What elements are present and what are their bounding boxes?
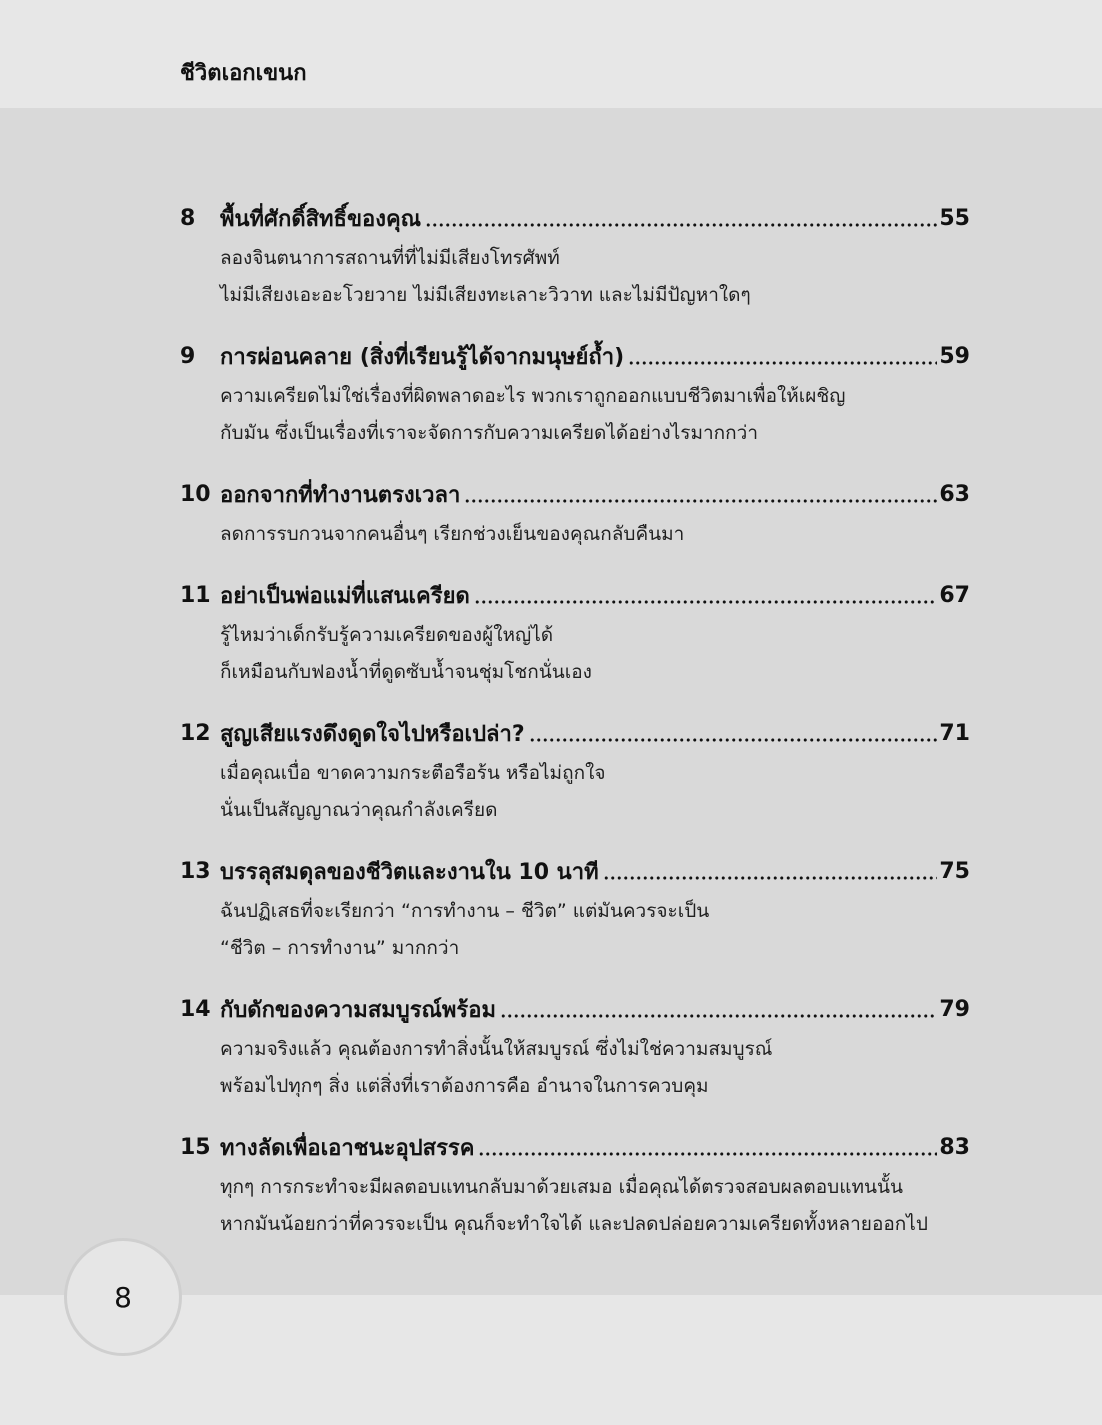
book-title: ชีวิตเอกเขนก (180, 61, 307, 86)
page-number-badge (64, 1238, 182, 1356)
toc-entry-heading (180, 849, 970, 893)
page-reference: 63 (939, 481, 970, 507)
dot-leader (628, 360, 937, 366)
page-reference: 67 (939, 582, 970, 608)
chapter-number: 10 (180, 481, 211, 507)
toc-entry[interactable] (180, 849, 970, 967)
page-reference: 59 (939, 343, 970, 369)
chapter-summary-line: “ชีวิต – การทำงาน” มากกว่า (220, 937, 460, 959)
chapter-summary-line: ลองจินตนาการสถานที่ที่ไม่มีเสียงโทรศัพท์ (220, 247, 560, 269)
chapter-title: ออกจากที่ทำงานตรงเวลา (220, 482, 461, 508)
chapter-summary-line: ก็เหมือนกับฟองน้ำที่ดูดซับน้ำจนชุ่มโชกนั่นเอง (220, 661, 592, 683)
chapter-title: อย่าเป็นพ่อแม่ที่แสนเครียด (220, 583, 470, 609)
chapter-title: กับดักของความสมบูรณ์พร้อม (220, 997, 496, 1023)
chapter-summary-line: พร้อมไปทุกๆ สิ่ง แต่สิ่งที่เราต้องการคือ อำนาจในการควบคุม (220, 1075, 709, 1097)
page-reference: 75 (939, 858, 970, 884)
chapter-summary-line: ลดการรบกวนจากคนอื่นๆ เรียกช่วงเย็นของคุณกลับคืนมา (220, 523, 685, 545)
chapter-summary-line: เมื่อคุณเบื่อ ขาดความกระตือรือร้น หรือไม่ถูกใจ (220, 762, 606, 784)
chapter-number: 9 (180, 343, 196, 369)
toc-entry-heading (180, 196, 970, 240)
toc-entry-heading (180, 573, 970, 617)
toc-entry[interactable] (180, 196, 970, 314)
chapter-title: บรรลุสมดุลของชีวิตและงานใน 10 นาที (220, 859, 599, 885)
toc-entry-heading (180, 334, 970, 378)
page-reference: 79 (939, 996, 970, 1022)
dot-leader (603, 875, 938, 881)
dot-leader (464, 498, 937, 504)
chapter-summary-line: รู้ไหมว่าเด็กรับรู้ความเครียดของผู้ใหญ่ได้ (220, 624, 554, 646)
chapter-summary-line: ทุกๆ การกระทำจะมีผลตอบแทนกลับมาด้วยเสมอ เมื่อคุณได้ตรวจสอบผลตอบแทนนั้น (220, 1176, 903, 1198)
chapter-summary-line: กับมัน ซึ่งเป็นเรื่องที่เราจะจัดการกับความเครียดได้อย่างไรมากกว่า (220, 422, 759, 444)
chapter-title: สูญเสียแรงดึงดูดใจไปหรือเปล่า? (220, 721, 525, 747)
toc-entry-heading (180, 472, 970, 516)
header-band (0, 0, 1102, 108)
chapter-title: ทางลัดเพื่อเอาชนะอุปสรรค (220, 1135, 475, 1161)
toc-entry[interactable] (180, 573, 970, 691)
toc-entry-heading (180, 1125, 970, 1169)
page-reference: 71 (939, 720, 970, 746)
chapter-number: 13 (180, 858, 211, 884)
chapter-title: พื้นที่ศักดิ์สิทธิ์ของคุณ (220, 206, 422, 232)
chapter-summary-line: ความเครียดไม่ใช่เรื่องที่ผิดพลาดอะไร พวกเราถูกออกแบบชีวิตมาเพื่อให้เผชิญ (220, 385, 846, 407)
toc-entry-heading (180, 987, 970, 1031)
table-of-contents (180, 196, 970, 1243)
chapter-number: 15 (180, 1134, 211, 1160)
toc-entry-heading (180, 711, 970, 755)
dot-leader (529, 737, 938, 743)
chapter-number: 8 (180, 205, 196, 231)
page-reference: 55 (939, 205, 970, 231)
chapter-summary-line: นั่นเป็นสัญญาณว่าคุณกำลังเครียด (220, 799, 498, 821)
chapter-title: การผ่อนคลาย (สิ่งที่เรียนรู้ได้จากมนุษย์ถ้ำ) (220, 344, 625, 370)
chapter-summary-line: ฉันปฏิเสธที่จะเรียกว่า “การทำงาน – ชีวิต” แต่มันควรจะเป็น (220, 900, 710, 922)
toc-entry[interactable] (180, 987, 970, 1105)
chapter-summary-line: ความจริงแล้ว คุณต้องการทำสิ่งนั้นให้สมบูรณ์ ซึ่งไม่ใช่ความสมบูรณ์ (220, 1038, 773, 1060)
toc-entry[interactable] (180, 1125, 970, 1243)
toc-entry[interactable] (180, 711, 970, 829)
dot-leader (478, 1151, 937, 1157)
chapter-summary-line: หากมันน้อยกว่าที่ควรจะเป็น คุณก็จะทำใจได้ และปลดปล่อยความเครียดทั้งหลายออกไป (220, 1213, 928, 1235)
dot-leader (474, 599, 938, 605)
chapter-number: 11 (180, 582, 211, 608)
chapter-number: 12 (180, 720, 211, 746)
page-reference: 83 (939, 1134, 970, 1160)
toc-entry[interactable] (180, 334, 970, 452)
page-number: 8 (114, 1280, 132, 1314)
chapter-summary-line: ไม่มีเสียงเอะอะโวยวาย ไม่มีเสียงทะเลาะวิวาท และไม่มีปัญหาใดๆ (220, 284, 751, 306)
chapter-number: 14 (180, 996, 211, 1022)
toc-entry[interactable] (180, 472, 970, 553)
dot-leader (425, 222, 937, 228)
dot-leader (500, 1013, 937, 1019)
